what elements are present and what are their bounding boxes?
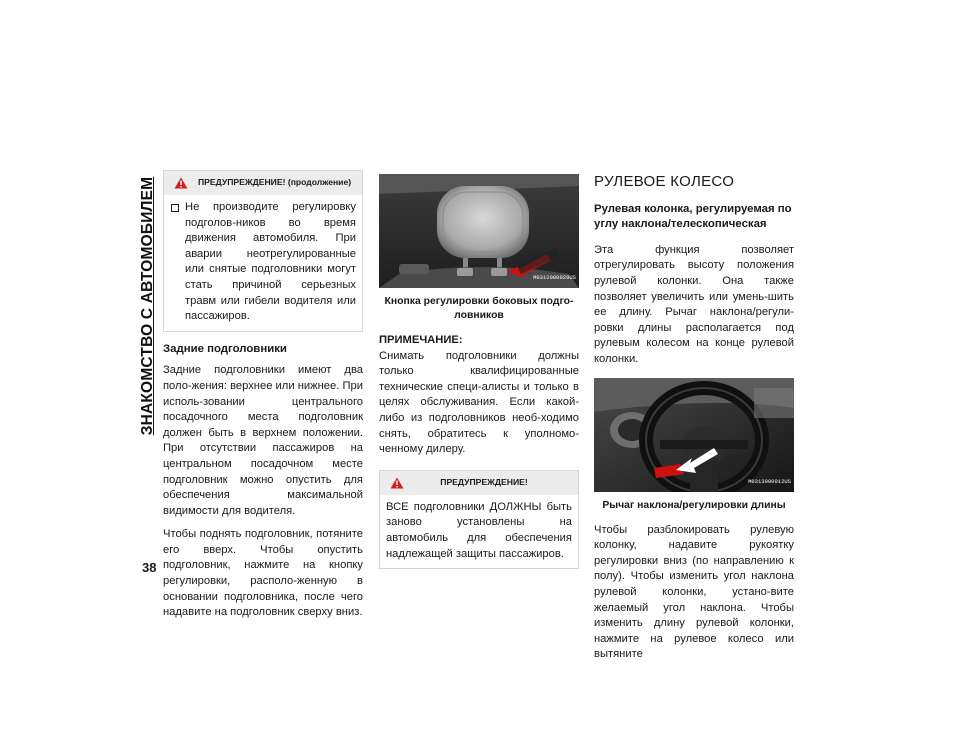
rear-headrests-heading: Задние подголовники [163,342,287,355]
steering-column-heading: Рулевая колонка, регулируемая по углу наклона/телескопическая [594,202,792,231]
side-title-text: ЗНАКОМСТВО С АВТОМОБИЛЕМ [139,176,156,436]
steering-photo-caption: Рычаг наклона/регулировки длины [602,499,786,511]
warning-title: ПРЕДУПРЕЖДЕНИЕ! (продолжение) [198,177,352,188]
warning-triangle-icon [390,477,404,489]
column-middle [379,174,579,569]
warning-title: ПРЕДУПРЕЖДЕНИЕ! [440,476,528,487]
page-number: 38 [142,560,157,575]
warning-body [164,195,362,331]
column-right [594,174,794,671]
headrest-photo-caption: Кнопка регулировки боковых подго-ловников [384,296,574,321]
steering-para1: Эта функция позволяет отрегулировать высоту положения рулевой колонки. Она также позволяет увеличить или умень-шить ее длину. Рычаг наклона/регули-ровки длины располагается под рулевым колесом на конце рулевой колонки. [594,243,794,365]
warning-body: ВСЕ подголовники ДОЛЖНЫ быть заново установлены на автомобиль для обеспечения надлежащей защиты пассажиров. [386,500,572,560]
steering-lever-photo [594,378,794,492]
warning-bullet-text: Не производите регулировку подголов-ников во время движения автомобиля. При аварии неотрегулированные или снятые подголовники могут стать причиной серьезных травм или гибели водителя или пассажиров. [185,201,356,323]
image-code: M0312000029US [533,274,576,282]
warning-triangle-icon [174,177,188,189]
checkbox-bullet-icon [171,204,179,212]
rear-headrests-para2: Чтобы поднять подголовник, потяните его вверх. Чтобы опустить подголовник, нажмите на кнопку регулировки, располо-женную в основании подголовника, после чего надавите на подголовник сверху вниз. [163,528,363,619]
warning-header [380,471,578,495]
steering-para2: Чтобы разблокировать рулевую колонку, надавите рукоятку регулировки вниз (по направлению к полу). Чтобы изменить угол наклона рулевой колонки, устано-вите желаемый угол наклона. Чтобы изменить длину рулевой колонки, нажмите на рулевое колесо или вытяните [594,523,794,661]
section-title: РУЛЕВОЕ КОЛЕСО [594,173,735,190]
column-left [163,170,363,629]
note-title: ПРИМЕЧАНИЕ: [379,334,463,346]
warning-box [379,470,579,569]
warning-header [164,171,362,195]
warning-box-continued [163,170,363,332]
note-text: Снимать подголовники должны только квалифицированные технические специ-алисты и только в целях обслуживания. Если какой-либо из подголовников необ-ходимо снять, обратитесь к уполномо-ченному дилеру. [379,349,579,456]
warning-bullet [170,200,356,325]
image-code: M0313000012US [748,477,791,485]
headrest-button-photo [379,174,579,288]
rear-headrests-para1: Задние подголовники имеют два поло-жения: верхнее или нижнее. При исполь-зовании центрального посадочного места подголовник должен быть в верхнем положении. При отсутствии пассажиров на центральном посадочном месте подголовник можно опустить для обеспечения максимальной видимости для водителя. [163,364,363,517]
